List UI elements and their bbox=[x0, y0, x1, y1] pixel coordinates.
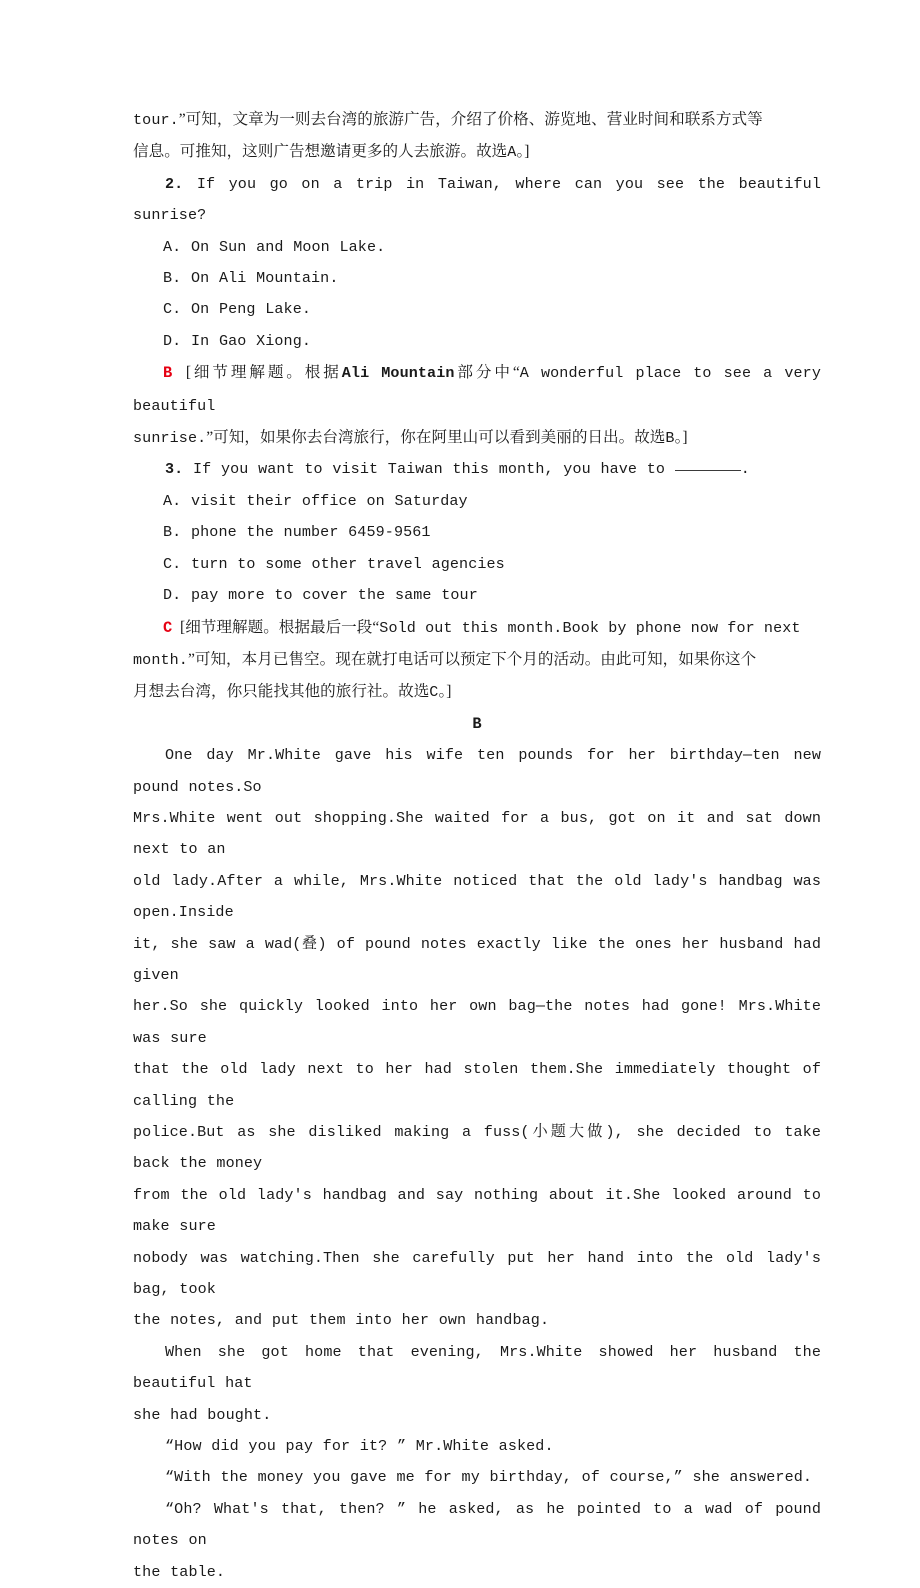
passage-line: that the old lady next to her had stolen them.She immediately thought of calling the bbox=[133, 1060, 821, 1110]
question-3-answer-letter: C bbox=[163, 618, 173, 637]
question-2-explanation-source: Ali Mountain bbox=[341, 364, 455, 383]
question-3-explanation-close: 。] bbox=[438, 683, 452, 701]
dialogue-line: “How did you pay for it? ” Mr.White asked. bbox=[165, 1437, 554, 1456]
question-3-explanation-quote-1: Sold out this month.Book by phone now for next bbox=[379, 618, 801, 637]
question-3-option-d[interactable]: D. pay more to cover the same tour bbox=[163, 586, 478, 605]
question-3-number: 3. bbox=[165, 460, 184, 479]
question-3-stem-text: If you want to visit Taiwan this month, you have to bbox=[193, 460, 666, 479]
passage-line: her.So she quickly looked into her own bag—the notes had gone! Mrs.White was sure bbox=[133, 997, 821, 1047]
question-3-option-a[interactable]: A. visit their office on Saturday bbox=[163, 491, 468, 510]
question-3-explanation-cn-3: 月想去台湾，你只能找其他的旅行社。故选 bbox=[133, 683, 430, 701]
passage-line: from the old lady's handbag and say nothing about it.She looked around to make sure bbox=[133, 1185, 821, 1236]
explanation-1-cn-2: 信息。可推知，这则广告想邀请更多的人去旅游。故选 bbox=[133, 143, 508, 161]
question-2-answer-letter: B bbox=[163, 364, 173, 383]
passage-line: One day Mr.White gave his wife ten pounds for her birthday—ten new pound notes.So bbox=[133, 746, 821, 796]
explanation-1-quote-tail: tour. bbox=[133, 111, 179, 129]
question-2-explanation-line-2 bbox=[133, 422, 821, 454]
question-3-explanation-quote-2: month. bbox=[133, 650, 188, 669]
question-2-explanation-close: 。] bbox=[674, 429, 688, 447]
question-2-answer-repeat: B bbox=[665, 429, 675, 448]
explanation-1-close: 。] bbox=[516, 143, 530, 161]
question-2-explanation-cn-tail: ”可知，如果你去台湾旅行，你在阿里山可以看到美丽的日出。故选 bbox=[206, 429, 666, 447]
question-2-explanation-cn-mid: 部分中“ bbox=[454, 364, 520, 382]
question-2-option-c[interactable]: C. On Peng Lake. bbox=[163, 300, 312, 319]
question-3-stem-period: . bbox=[740, 460, 750, 479]
explanation-1-line-2 bbox=[133, 136, 821, 168]
explanation-1-choice: A bbox=[507, 143, 517, 162]
dialogue-line: “With the money you gave me for my birthday, of course,” she answered. bbox=[165, 1468, 813, 1487]
passage-line: Mrs.White went out shopping.She waited for a bus, got on it and sat down next to an bbox=[133, 808, 821, 859]
question-3-option-c[interactable]: C. turn to some other travel agencies bbox=[163, 554, 505, 573]
question-3-answer-repeat: C bbox=[429, 683, 439, 702]
explanation-1-line-1 bbox=[133, 104, 821, 136]
passage-section-label: B bbox=[472, 714, 482, 733]
question-2-explanation-open: [细节理解题。根据 bbox=[185, 364, 342, 382]
question-2-option-b[interactable]: B. On Ali Mountain. bbox=[163, 269, 339, 288]
passage-line: the notes, and put them into her own handbag. bbox=[133, 1311, 550, 1330]
passage-line: police.But as she disliked making a fuss(小题大做), she decided to take back the money bbox=[133, 1123, 821, 1173]
question-3-explanation-line-3 bbox=[133, 676, 821, 708]
passage-line: When she got home that evening, Mrs.White showed her husband the beautiful hat bbox=[133, 1342, 821, 1393]
question-3-explanation-cn-2: ”可知，本月已售空。现在就打电话可以预定下个月的活动。由此可知，如果你这个 bbox=[187, 650, 757, 668]
question-3-explanation-open: [细节理解题。根据最后一段“ bbox=[180, 618, 380, 636]
question-3-explanation-line-1 bbox=[133, 612, 821, 644]
question-3-option-b[interactable]: B. phone the number 6459-9561 bbox=[163, 523, 431, 542]
question-2-number: 2. bbox=[165, 174, 184, 193]
dialogue-line: “Oh? What's that, then? ” he asked, as he pointed to a wad of pound notes on bbox=[133, 1499, 821, 1550]
explanation-1-cn-1: ”可知，文章为一则去台湾的旅游广告，介绍了价格、游览地、营业时间和联系方式等 bbox=[178, 111, 763, 128]
passage-line: nobody was watching.Then she carefully put her hand into the old lady's bag, took bbox=[133, 1248, 821, 1299]
passage-line: it, she saw a wad(叠) of pound notes exactly like the ones her husband had given bbox=[133, 934, 821, 984]
question-2-option-a[interactable]: A. On Sun and Moon Lake. bbox=[163, 237, 386, 256]
question-2-explanation-quote-2: sunrise. bbox=[133, 429, 207, 448]
question-3-explanation-line-2 bbox=[133, 644, 821, 676]
dialogue-line: the table. bbox=[133, 1562, 226, 1581]
question-2-explanation-line-1 bbox=[133, 357, 821, 422]
question-2-explanation-quote-1: A wonderful place to see a very beautiful bbox=[133, 364, 821, 415]
passage-line: she had bought. bbox=[133, 1405, 272, 1424]
passage-line: old lady.After a while, Mrs.White noticed that the old lady's handbag was open.Inside bbox=[133, 871, 821, 922]
question-2-stem-text: If you go on a trip in Taiwan, where can you see the beautiful sunrise? bbox=[133, 174, 821, 225]
question-3-stem bbox=[133, 454, 821, 485]
question-3-answer-blank[interactable] bbox=[675, 457, 741, 471]
text-column bbox=[133, 104, 821, 1588]
question-2-stem bbox=[133, 169, 821, 232]
question-2-option-d[interactable]: D. In Gao Xiong. bbox=[163, 331, 312, 350]
